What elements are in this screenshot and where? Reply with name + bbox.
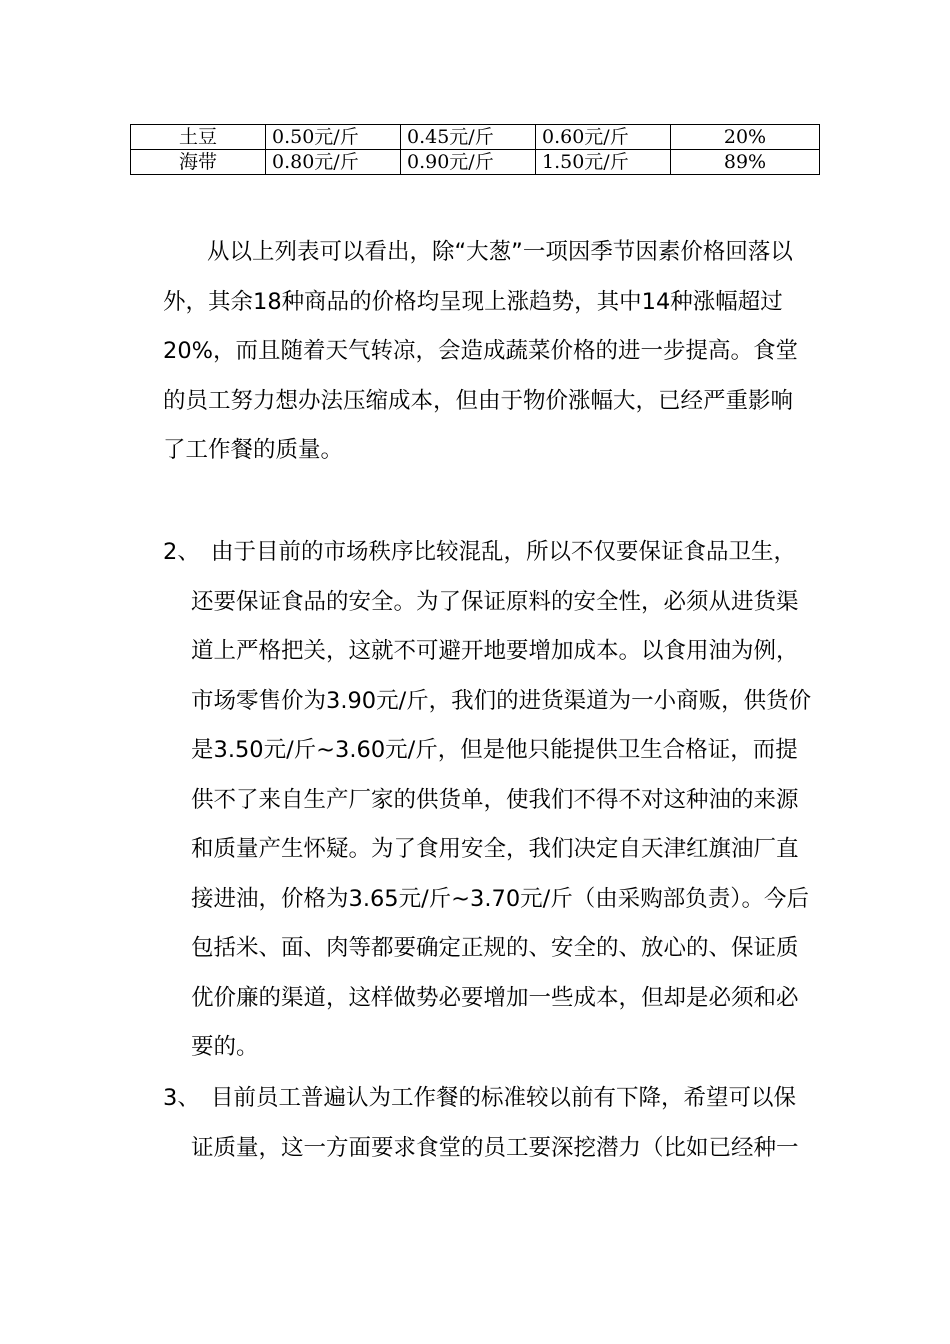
table-cell-price: 0.45元/斤 (401, 125, 536, 150)
table-cell-price: 0.90元/斤 (401, 150, 536, 175)
table-cell-item: 土豆 (131, 125, 266, 150)
table-cell-percent: 20% (671, 125, 820, 150)
list-text: 目前员工普遍认为工作餐的标准较以前有下降，希望可以保证质量，这一方面要求食堂的员工要深挖潜力（比如已经种一 (191, 1085, 799, 1161)
list-item-3 (163, 1074, 813, 1173)
table-cell-percent: 89% (671, 150, 820, 175)
list-text: 由于目前的市场秩序比较混乱，所以不仅要保证食品卫生，还要保证食品的安全。为了保证原料的安全性，必须从进货渠道上严格把关，这就不可避开地要增加成本。以食用油为例，市场零售价为3.90元/斤，我们的进货渠道为一小商贩，供货价是3.50元/斤~3.60元/斤，但是他只能提供卫生合格证，而提供不了来自生产厂家的供货单，使我们不得不对这种油的来源和质量产生怀疑。为了食用安全，我们决定自天津红旗油厂直接进油，价格为3.65元/斤~3.70元/斤（由采购部负责）。今后包括米、面、肉等都要确定正规的、安全的、放心的、保证质优价廉的渠道，这样做势必要增加一些成本，但却是必须和必要的。 (191, 539, 812, 1060)
table-cell-price: 0.50元/斤 (266, 125, 401, 150)
table-cell-price: 1.50元/斤 (536, 150, 671, 175)
summary-paragraph: 从以上列表可以看出，除“大葱”一项因季节因素价格回落以外，其余18种商品的价格均呈现上涨趋势，其中14种涨幅超过20%，而且随着天气转凉，会造成蔬菜价格的进一步提高。食堂的员工努力想办法压缩成本，但由于物价涨幅大，已经严重影响了工作餐的质量。 (163, 239, 799, 463)
table-row (131, 125, 820, 150)
table-cell-price: 0.60元/斤 (536, 125, 671, 150)
price-table (130, 124, 820, 175)
list-number: 2、 (163, 539, 200, 565)
table-cell-price: 0.80元/斤 (266, 150, 401, 175)
list-item-2 (163, 528, 813, 1073)
table-row (131, 150, 820, 175)
table-cell-item: 海带 (131, 150, 266, 175)
list-number: 3、 (163, 1085, 200, 1111)
